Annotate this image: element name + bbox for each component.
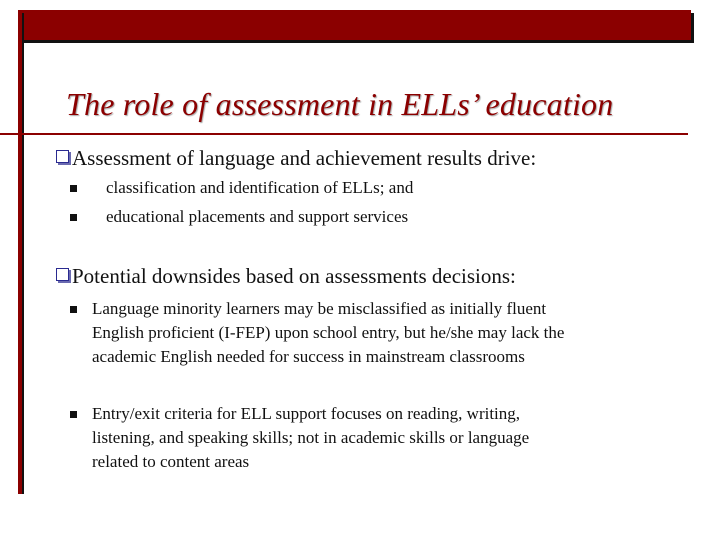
square-bullet-icon	[70, 306, 77, 313]
square-bullet-icon	[70, 411, 77, 418]
section-1-heading: Assessment of language and achievement results drive:	[72, 146, 537, 170]
checkbox-bullet-icon	[56, 268, 69, 281]
square-bullet-icon	[70, 214, 77, 221]
left-bar	[18, 10, 22, 494]
section-2-heading: Potential downsides based on assessments decisions:	[72, 264, 516, 288]
bullet-text: educational placements and support services	[106, 207, 409, 226]
bullet-line: academic English needed for success in mainstream classrooms	[92, 347, 525, 366]
bullet-line: Language minority learners may be misclassified as initially fluent	[92, 299, 547, 318]
bullet-line: Entry/exit criteria for ELL support focuses on reading, writing,	[92, 404, 521, 423]
slide-title: The role of assessment in ELLs’ education	[66, 86, 614, 122]
bullet-line: English proficient (I-FEP) upon school entry, but he/she may lack the	[92, 323, 565, 342]
checkbox-bullet-icon	[56, 150, 69, 163]
top-bar	[18, 10, 691, 40]
title-rule	[0, 133, 688, 135]
bullet-line: related to content areas	[92, 452, 250, 471]
bullet-line: listening, and speaking skills; not in academic skills or language	[92, 428, 530, 447]
square-bullet-icon	[70, 185, 77, 192]
bullet-text: classification and identification of ELLs; and	[106, 178, 414, 197]
